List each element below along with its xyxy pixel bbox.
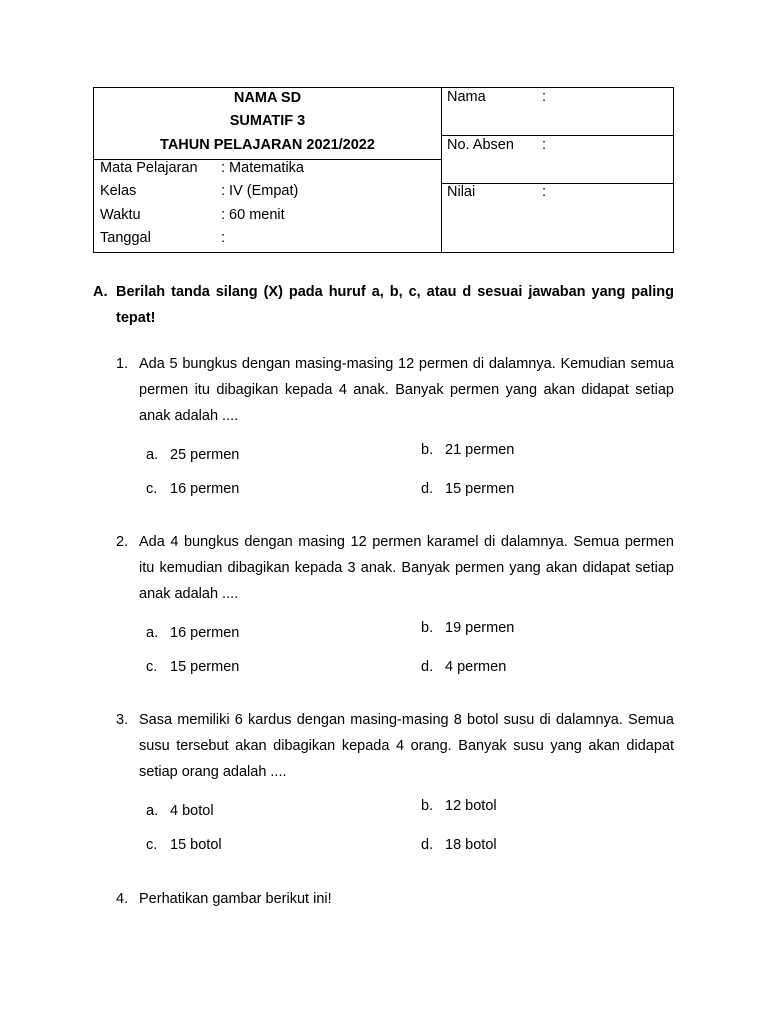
option-1b[interactable]	[421, 442, 514, 458]
info-row-subject	[100, 160, 440, 182]
info-key: Waktu	[100, 207, 141, 223]
option-text: 4 botol	[170, 803, 214, 819]
option-text: 15 permen	[445, 481, 515, 497]
info-key: Tanggal	[100, 230, 151, 246]
option-1a[interactable]	[146, 447, 239, 463]
question-1	[116, 351, 674, 429]
info-row-class	[100, 183, 440, 205]
header-table	[93, 87, 674, 253]
question-3	[116, 707, 674, 785]
question-number: 3.	[116, 712, 129, 728]
option-1c[interactable]	[146, 481, 239, 497]
question-text: Sasa memiliki 6 kardus dengan masing-masing 8 botol susu di dalamnya. Semua susu tersebut akan dibagikan kepada 4 orang. Banyak susu yang akan didapat setiap orang adalah ....	[139, 712, 674, 780]
option-letter: d.	[421, 837, 434, 853]
header-vertical-divider	[441, 88, 442, 252]
option-text: 15 permen	[170, 659, 240, 675]
school-name: NAMA SD	[233, 90, 302, 106]
info-row-time	[100, 207, 440, 229]
academic-year: TAHUN PELAJARAN 2021/2022	[160, 137, 375, 153]
header-right-divider-2	[441, 183, 673, 184]
option-letter: b.	[421, 442, 434, 458]
info-key: Kelas	[100, 183, 137, 199]
option-text: 12 botol	[445, 798, 497, 814]
option-2b[interactable]	[421, 620, 514, 636]
question-2	[116, 529, 674, 607]
info-value: : 60 menit	[221, 207, 285, 223]
option-letter: c.	[146, 481, 158, 497]
info-value: : IV (Empat)	[221, 183, 299, 199]
option-text: 16 permen	[170, 625, 240, 641]
question-text: Perhatikan gambar berikut ini!	[139, 891, 332, 907]
option-2a[interactable]	[146, 625, 239, 641]
question-4	[116, 886, 674, 912]
question-number: 1.	[116, 356, 129, 372]
option-2c[interactable]	[146, 659, 239, 675]
info-row-date	[100, 230, 440, 252]
info-key: Mata Pelajaran	[100, 160, 198, 176]
field-label: Nama	[447, 89, 486, 105]
option-letter: d.	[421, 481, 434, 497]
info-value: : Matematika	[221, 160, 304, 176]
option-letter: a.	[146, 625, 159, 641]
option-2d[interactable]	[421, 659, 506, 675]
option-text: 16 permen	[170, 481, 240, 497]
option-3c[interactable]	[146, 837, 222, 853]
option-text: 18 botol	[445, 837, 497, 853]
field-label: No. Absen	[447, 137, 514, 153]
section-label: A.	[93, 284, 108, 300]
question-number: 4.	[116, 891, 129, 907]
header-right-divider-1	[441, 135, 673, 136]
exam-title: SUMATIF 3	[229, 113, 306, 129]
option-letter: a.	[146, 447, 159, 463]
field-colon: :	[542, 184, 547, 200]
option-3b[interactable]	[421, 798, 497, 814]
field-label: Nilai	[447, 184, 476, 200]
option-text: 4 permen	[445, 659, 507, 675]
option-1d[interactable]	[421, 481, 514, 497]
question-text: Ada 5 bungkus dengan masing-masing 12 permen di dalamnya. Kemudian semua permen itu dibagikan kepada 4 anak. Banyak permen yang akan didapat setiap anak adalah ....	[139, 356, 674, 424]
question-number: 2.	[116, 534, 129, 550]
option-letter: c.	[146, 659, 158, 675]
option-letter: b.	[421, 798, 434, 814]
question-text: Ada 4 bungkus dengan masing 12 permen karamel di dalamnya. Semua permen itu kemudian dibagikan kepada 3 anak. Banyak permen yang akan didapat setiap anak adalah ....	[139, 534, 674, 602]
option-letter: b.	[421, 620, 434, 636]
option-letter: a.	[146, 803, 159, 819]
section-instruction	[93, 279, 674, 331]
option-text: 21 permen	[445, 442, 515, 458]
option-text: 19 permen	[445, 620, 515, 636]
field-colon: :	[542, 137, 547, 153]
instruction-text: Berilah tanda silang (X) pada huruf a, b, c, atau d sesuai jawaban yang paling tepat!	[116, 284, 674, 326]
option-3a[interactable]	[146, 803, 214, 819]
option-text: 15 botol	[170, 837, 222, 853]
option-3d[interactable]	[421, 837, 497, 853]
option-text: 25 permen	[170, 447, 240, 463]
field-colon: :	[542, 89, 547, 105]
option-letter: d.	[421, 659, 434, 675]
option-letter: c.	[146, 837, 158, 853]
info-value: :	[221, 230, 226, 246]
